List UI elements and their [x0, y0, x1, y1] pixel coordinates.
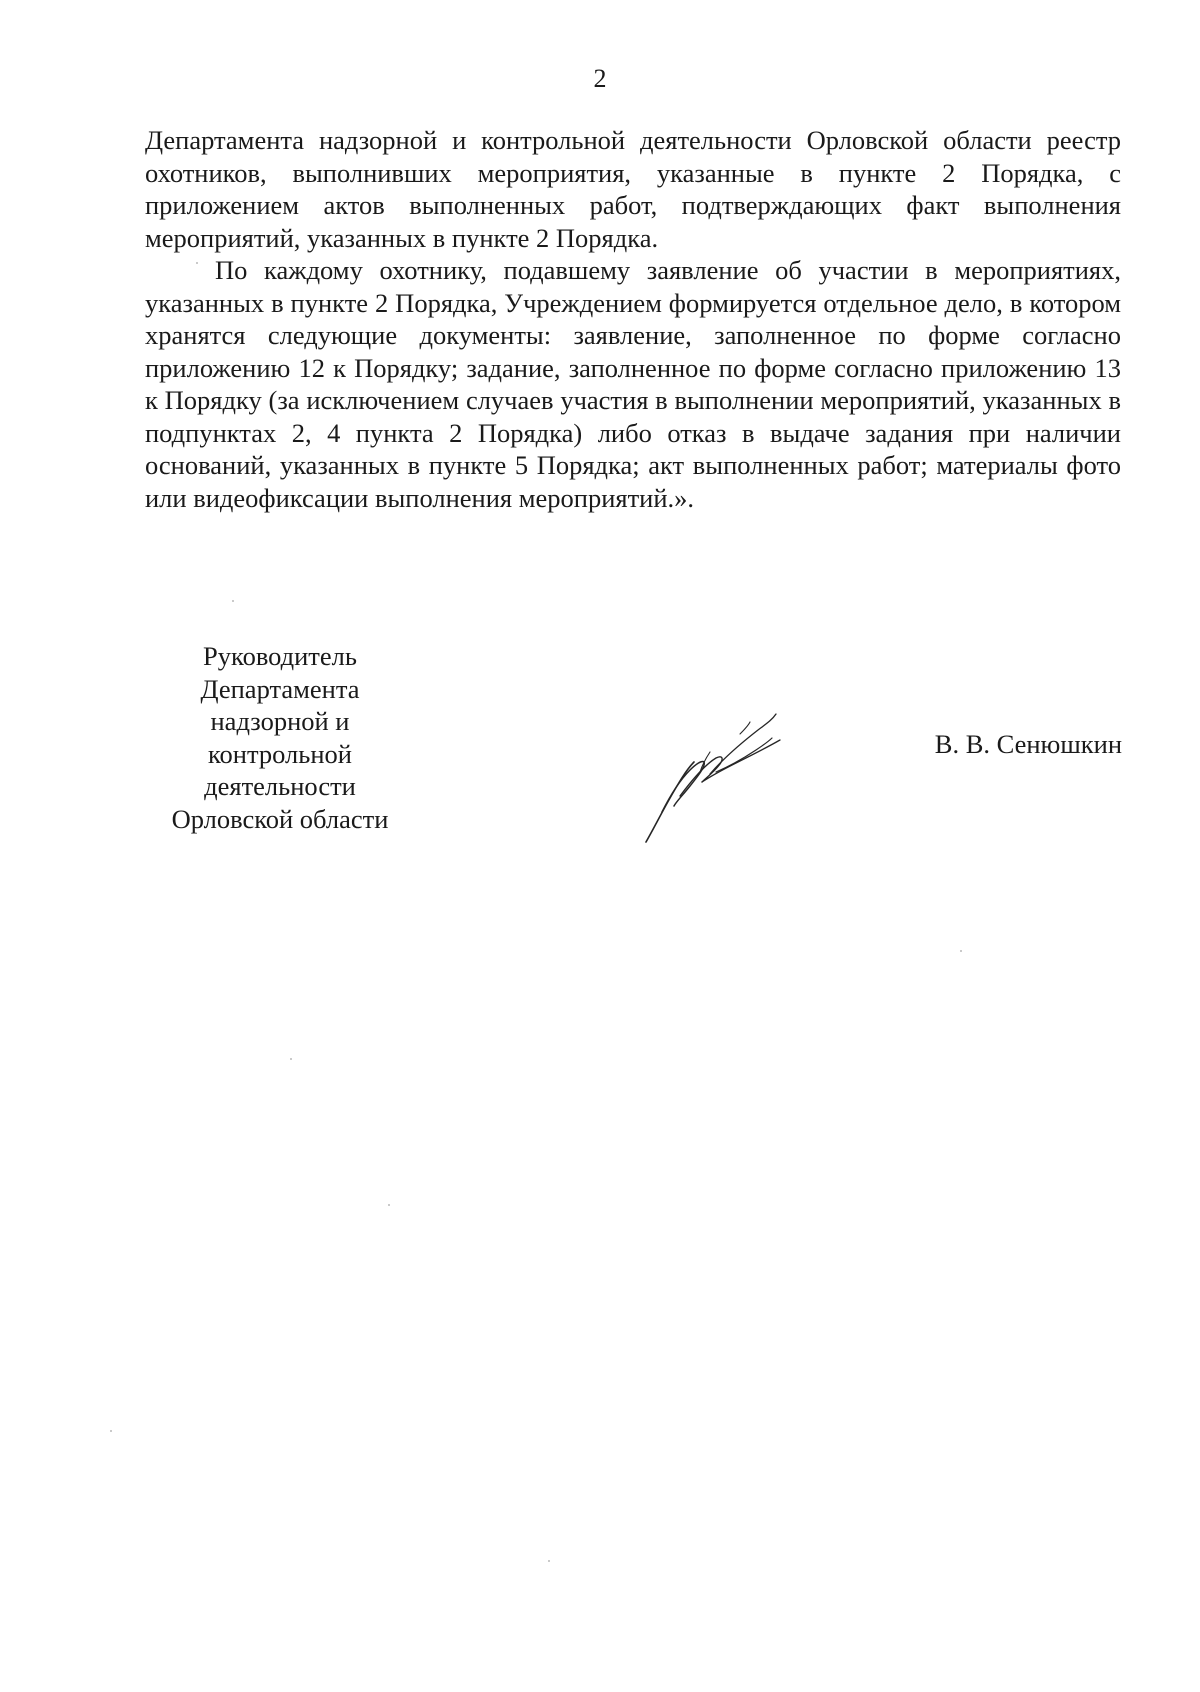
scan-speck	[232, 600, 234, 602]
scan-speck	[196, 262, 198, 264]
scan-speck	[548, 1560, 550, 1562]
scan-speck	[960, 950, 962, 952]
scan-speck	[290, 1058, 292, 1060]
signatory-title	[150, 640, 410, 835]
handwritten-signature	[640, 700, 820, 850]
paragraph-continuation: Департамента надзорной и контрольной деятельности Орловской области реестр охотников, выполнивших мероприятия, указанные в пункте 2 Порядка, с приложением актов выполненных работ, подтверждающих факт выполнения мероприятий, указанных в пункте 2 Порядка.	[145, 125, 1121, 253]
signer-name: В. В. Сенюшкин	[934, 729, 1122, 759]
signatory-title-line: Руководитель	[203, 641, 357, 671]
paragraph-case-file: По каждому охотнику, подавшему заявление об участии в мероприятиях, указанных в пункте 2 Порядка, Учреждением формируется отдельное дело, в котором хранятся следующие документы: заявление, заполненное по форме согласно приложению 12 к Порядку; задание, заполненное по форме согласно приложению 13 к Порядку (за исключением случаев участия в выполнении мероприятий, указанных в подпунктах 2, 4 пункта 2 Порядка) либо отказ в выдаче задания при наличии оснований, указанных в пункте 5 Порядка; акт выполненных работ; материалы фото или видеофиксации выполнения мероприятий.».	[145, 255, 1121, 513]
signatory-title-line: деятельности	[204, 771, 356, 801]
signatory-title-line: Орловской области	[171, 803, 389, 834]
signatory-title-line: Департамента	[200, 673, 360, 704]
scan-speck	[388, 1204, 390, 1206]
scan-speck	[110, 1430, 112, 1432]
document-body	[145, 124, 1121, 514]
page-number: 2	[593, 64, 607, 93]
signatory-title-line: контрольной	[208, 738, 352, 769]
signatory-title-line: надзорной и	[210, 706, 350, 736]
